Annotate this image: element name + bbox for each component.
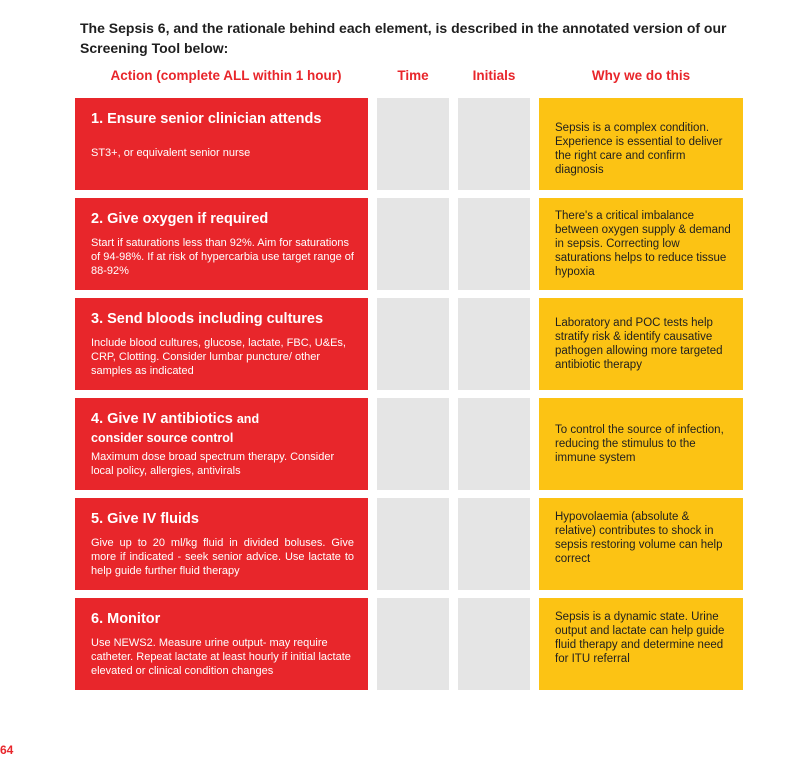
why-text: Laboratory and POC tests help stratify risk & identify causative pathogen allowing more targeted antibiotic therapy [555,317,723,371]
table-row [75,98,743,190]
header-why: Why we do this [591,68,691,83]
action-cell [75,298,368,390]
header-time: Time [397,68,429,83]
why-cell [539,598,743,690]
action-title-main: 4. Give IV antibiotics [91,411,233,427]
time-cell[interactable] [377,498,449,590]
initials-cell[interactable] [458,298,530,390]
why-text: Hypovolaemia (absolute & relative) contributes to shock in sepsis restoring volume can help correct [555,511,723,565]
action-description: Maximum dose broad spectrum therapy. Consider local policy, allergies, antivirals [91,451,335,477]
action-cell [75,498,368,590]
time-cell[interactable] [377,398,449,490]
action-description: Start if saturations less than 92%. Aim for saturations of 94-98%. If at risk of hypercarbia use target range of 88-92% [91,237,354,277]
header-initials: Initials [472,68,516,83]
screening-table [75,98,743,698]
why-cell [539,398,743,490]
action-title: 5. Give IV fluids [91,511,199,527]
why-text: Sepsis is a complex condition. Experience is essential to deliver the right care and confirm diagnosis [555,122,723,176]
why-cell [539,98,743,190]
table-row [75,398,743,490]
initials-cell[interactable] [458,98,530,190]
action-description: Use NEWS2. Measure urine output- may require catheter. Repeat lactate at least hourly if initial lactate elevated or clinical condition changes [91,637,351,677]
action-title: 6. Monitor [91,611,161,627]
action-title-connector: and [236,412,260,426]
action-title: 1. Ensure senior clinician attends [91,111,322,127]
initials-cell[interactable] [458,598,530,690]
time-cell[interactable] [377,598,449,690]
initials-cell[interactable] [458,398,530,490]
action-title [91,410,352,448]
initials-cell[interactable] [458,498,530,590]
why-text: Sepsis is a dynamic state. Urine output and lactate can help guide fluid therapy and determine need for ITU referral [555,611,725,665]
time-cell[interactable] [377,98,449,190]
why-cell [539,198,743,290]
action-description: ST3+, or equivalent senior nurse [91,147,251,159]
table-row [75,598,743,690]
table-row [75,298,743,390]
action-title-line2: consider source control [91,431,234,445]
initials-cell[interactable] [458,198,530,290]
time-cell[interactable] [377,198,449,290]
why-text: There's a critical imbalance between oxygen supply & demand in sepsis. Correcting low saturations helps to reduce tissue hypoxia [555,210,731,278]
why-text: To control the source of infection, reducing the stimulus to the immune system [555,424,724,464]
action-title: 3. Send bloods including cultures [91,311,324,327]
action-description: Include blood cultures, glucose, lactate, FBC, U&Es, CRP, Clotting. Consider lumbar puncture/ other samples as indicated [91,337,346,377]
header-action: Action (complete ALL within 1 hour) [110,68,342,83]
action-cell [75,98,368,190]
time-cell[interactable] [377,298,449,390]
action-cell [75,398,368,490]
page-number: 64 [0,743,14,757]
why-cell [539,498,743,590]
table-row [75,498,743,590]
action-description: Give up to 20 ml/kg fluid in divided boluses. Give more if indicated - seek senior advice. Use lactate to help guide further fluid therapy [91,537,354,577]
action-cell [75,198,368,290]
intro-text: The Sepsis 6, and the rationale behind each element, is described in the annotated version of our Screening Tool below: [80,20,727,56]
action-cell [75,598,368,690]
why-cell [539,298,743,390]
table-row [75,198,743,290]
action-title: 2. Give oxygen if required [91,211,269,227]
